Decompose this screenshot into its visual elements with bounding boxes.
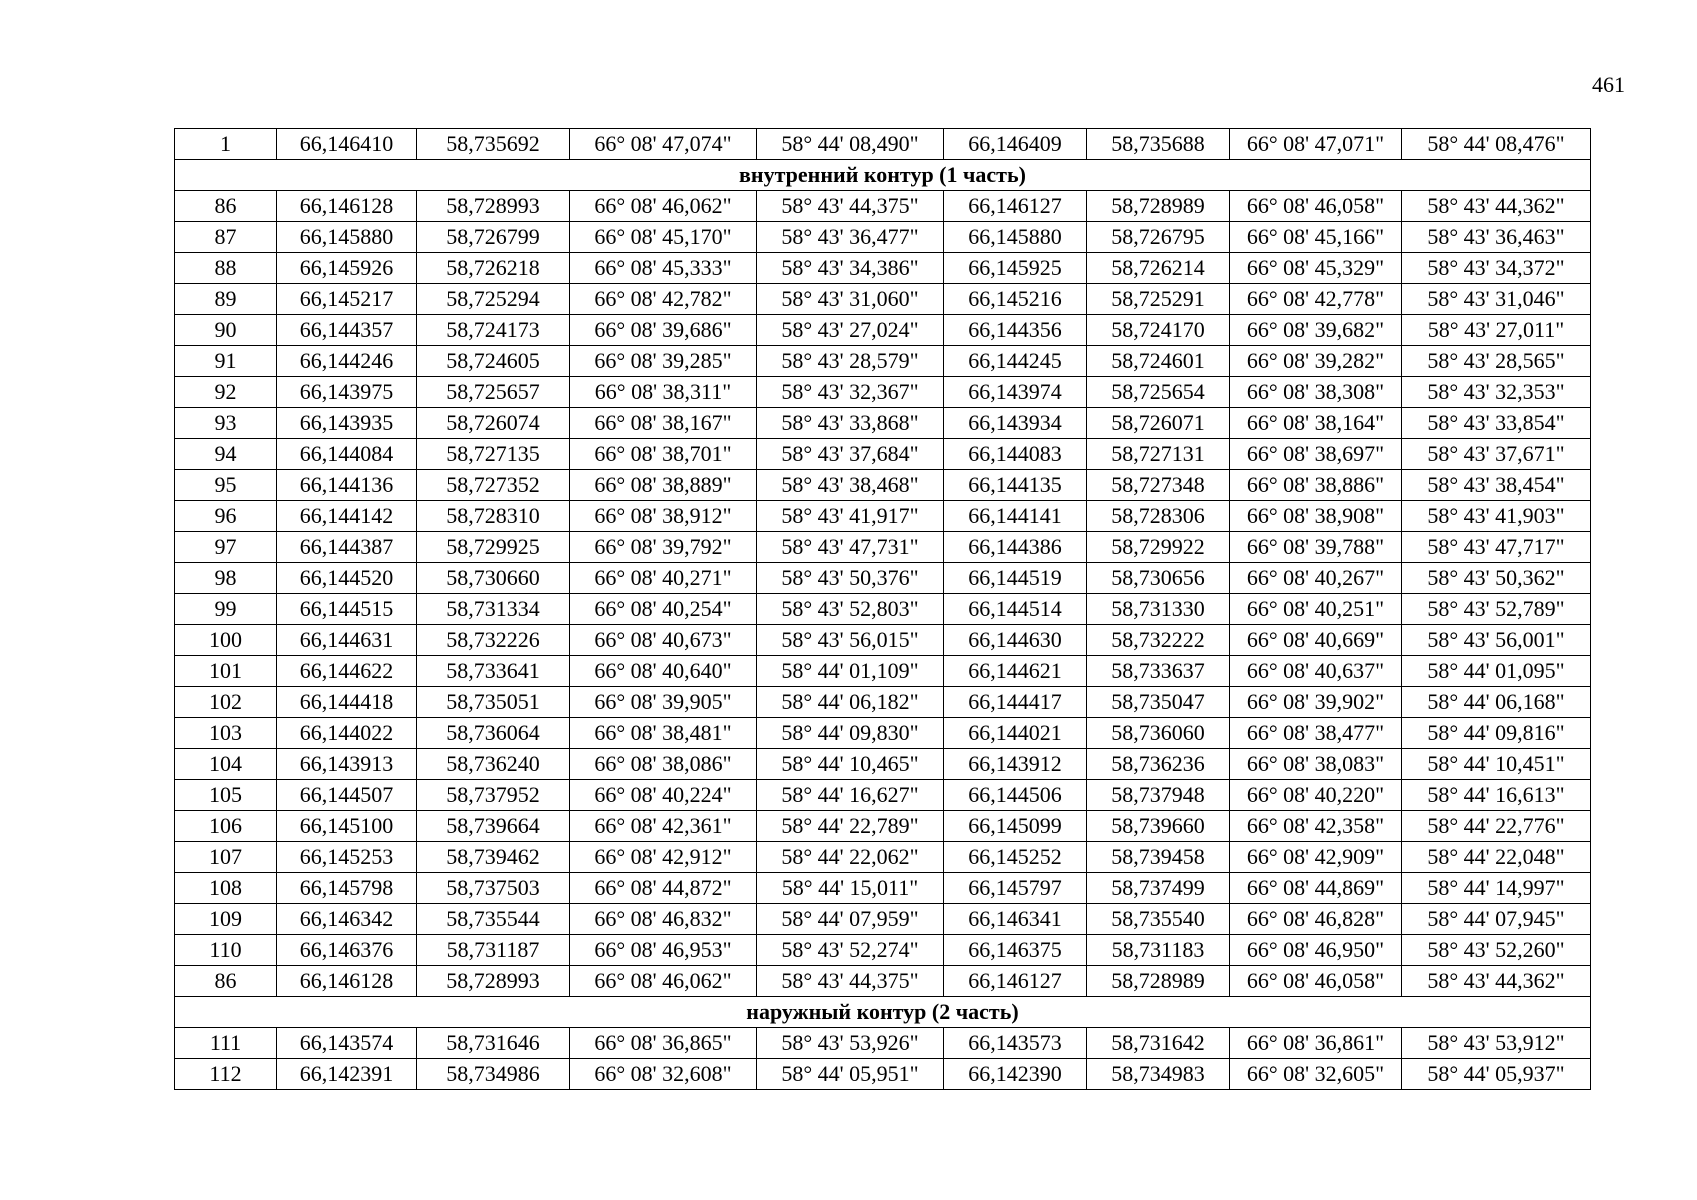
table-cell: 66,144417 (944, 687, 1087, 718)
point-number-cell: 109 (175, 904, 277, 935)
table-cell: 58° 43' 52,803" (757, 594, 944, 625)
table-cell: 58° 43' 38,468" (757, 470, 944, 501)
table-cell: 58° 44' 08,476" (1402, 129, 1591, 160)
table-cell: 58,727131 (1087, 439, 1230, 470)
table-cell: 58° 44' 22,789" (757, 811, 944, 842)
table-cell: 66,145925 (944, 253, 1087, 284)
point-number-cell: 91 (175, 346, 277, 377)
table-cell: 66° 08' 40,637" (1230, 656, 1402, 687)
table-cell: 58° 43' 38,454" (1402, 470, 1591, 501)
table-cell: 66° 08' 44,872" (570, 873, 757, 904)
table-cell: 66° 08' 46,832" (570, 904, 757, 935)
table-cell: 66,145217 (277, 284, 417, 315)
table-cell: 58,737948 (1087, 780, 1230, 811)
coordinates-table (174, 128, 1591, 1090)
table-cell: 66,144631 (277, 625, 417, 656)
point-number-cell: 94 (175, 439, 277, 470)
table-cell: 58° 44' 01,095" (1402, 656, 1591, 687)
table-cell: 66° 08' 38,697" (1230, 439, 1402, 470)
table-cell: 58,731183 (1087, 935, 1230, 966)
table-cell: 58,726795 (1087, 222, 1230, 253)
table-cell: 66° 08' 38,164" (1230, 408, 1402, 439)
table-cell: 66° 08' 39,902" (1230, 687, 1402, 718)
table-cell: 58,724173 (417, 315, 570, 346)
table-row (175, 780, 1591, 811)
table-row (175, 873, 1591, 904)
table-cell: 66° 08' 39,905" (570, 687, 757, 718)
table-cell: 58° 44' 07,959" (757, 904, 944, 935)
table-cell: 58° 43' 53,926" (757, 1028, 944, 1059)
table-cell: 58,724170 (1087, 315, 1230, 346)
table-cell: 66° 08' 46,062" (570, 191, 757, 222)
table-cell: 58° 43' 56,015" (757, 625, 944, 656)
table-row (175, 377, 1591, 408)
table-cell: 58,739660 (1087, 811, 1230, 842)
table-cell: 58° 44' 22,776" (1402, 811, 1591, 842)
table-cell: 58,725657 (417, 377, 570, 408)
table-cell: 58,735692 (417, 129, 570, 160)
table-cell: 58,731187 (417, 935, 570, 966)
table-cell: 66° 08' 46,062" (570, 966, 757, 997)
table-cell: 58,730660 (417, 563, 570, 594)
table-cell: 58° 43' 50,362" (1402, 563, 1591, 594)
table-cell: 66,144245 (944, 346, 1087, 377)
table-row (175, 1059, 1591, 1090)
table-cell: 58,728310 (417, 501, 570, 532)
table-row (175, 594, 1591, 625)
table-row (175, 904, 1591, 935)
table-cell: 66,144142 (277, 501, 417, 532)
table-row (175, 253, 1591, 284)
table-cell: 58,734983 (1087, 1059, 1230, 1090)
table-row (175, 222, 1591, 253)
table-row (175, 501, 1591, 532)
table-row (175, 842, 1591, 873)
table-row (175, 191, 1591, 222)
table-cell: 58,725291 (1087, 284, 1230, 315)
table-cell: 66° 08' 38,083" (1230, 749, 1402, 780)
table-row (175, 129, 1591, 160)
table-cell: 58° 44' 16,613" (1402, 780, 1591, 811)
table-cell: 66,146127 (944, 191, 1087, 222)
table-cell: 66,144386 (944, 532, 1087, 563)
table-cell: 58° 44' 09,830" (757, 718, 944, 749)
table-cell: 66,146128 (277, 966, 417, 997)
table-cell: 58° 43' 37,684" (757, 439, 944, 470)
table-row (175, 1028, 1591, 1059)
table-cell: 66° 08' 38,311" (570, 377, 757, 408)
point-number-cell: 108 (175, 873, 277, 904)
table-cell: 66,145880 (944, 222, 1087, 253)
table-cell: 66° 08' 45,170" (570, 222, 757, 253)
point-number-cell: 102 (175, 687, 277, 718)
table-cell: 66° 08' 38,481" (570, 718, 757, 749)
table-cell: 66,144418 (277, 687, 417, 718)
table-cell: 66° 08' 40,224" (570, 780, 757, 811)
table-cell: 58° 44' 05,937" (1402, 1059, 1591, 1090)
table-row (175, 563, 1591, 594)
point-number-cell: 92 (175, 377, 277, 408)
table-cell: 58° 43' 34,372" (1402, 253, 1591, 284)
table-row (175, 935, 1591, 966)
table-row (175, 532, 1591, 563)
table-body (175, 129, 1591, 1090)
table-cell: 66,144520 (277, 563, 417, 594)
table-cell: 66° 08' 39,682" (1230, 315, 1402, 346)
table-cell: 66° 08' 38,908" (1230, 501, 1402, 532)
table-cell: 66,143913 (277, 749, 417, 780)
point-number-cell: 96 (175, 501, 277, 532)
table-cell: 66° 08' 47,074" (570, 129, 757, 160)
table-cell: 58° 44' 10,465" (757, 749, 944, 780)
table-cell: 58° 43' 44,362" (1402, 966, 1591, 997)
table-cell: 58° 43' 27,011" (1402, 315, 1591, 346)
table-cell: 66,146342 (277, 904, 417, 935)
table-row (175, 439, 1591, 470)
table-cell: 58° 43' 32,367" (757, 377, 944, 408)
table-cell: 58,735544 (417, 904, 570, 935)
table-cell: 58,737952 (417, 780, 570, 811)
table-cell: 58,727135 (417, 439, 570, 470)
table-cell: 58,731334 (417, 594, 570, 625)
point-number-cell: 86 (175, 191, 277, 222)
table-cell: 66,142391 (277, 1059, 417, 1090)
table-cell: 66° 08' 42,778" (1230, 284, 1402, 315)
table-cell: 66,146376 (277, 935, 417, 966)
table-cell: 66° 08' 42,358" (1230, 811, 1402, 842)
table-cell: 66° 08' 46,058" (1230, 191, 1402, 222)
table-cell: 58,726071 (1087, 408, 1230, 439)
table-cell: 66,143573 (944, 1028, 1087, 1059)
table-cell: 66,145099 (944, 811, 1087, 842)
point-number-cell: 93 (175, 408, 277, 439)
table-cell: 58° 44' 06,182" (757, 687, 944, 718)
point-number-cell: 104 (175, 749, 277, 780)
table-cell: 58° 43' 32,353" (1402, 377, 1591, 408)
table-cell: 66° 08' 40,669" (1230, 625, 1402, 656)
table-cell: 66,143935 (277, 408, 417, 439)
table-cell: 58,728993 (417, 966, 570, 997)
table-cell: 58° 44' 10,451" (1402, 749, 1591, 780)
table-cell: 58° 43' 52,274" (757, 935, 944, 966)
point-number-cell: 90 (175, 315, 277, 346)
table-cell: 58° 44' 16,627" (757, 780, 944, 811)
point-number-cell: 88 (175, 253, 277, 284)
table-cell: 58,725654 (1087, 377, 1230, 408)
table-cell: 66,145880 (277, 222, 417, 253)
table-cell: 58° 43' 31,060" (757, 284, 944, 315)
table-cell: 58° 43' 41,917" (757, 501, 944, 532)
table-cell: 58,739664 (417, 811, 570, 842)
table-cell: 66,146375 (944, 935, 1087, 966)
table-row (175, 346, 1591, 377)
table-cell: 66° 08' 38,167" (570, 408, 757, 439)
point-number-cell: 112 (175, 1059, 277, 1090)
table-cell: 66,144021 (944, 718, 1087, 749)
table-cell: 66° 08' 40,640" (570, 656, 757, 687)
table-cell: 66,142390 (944, 1059, 1087, 1090)
point-number-cell: 97 (175, 532, 277, 563)
table-cell: 66,144356 (944, 315, 1087, 346)
table-cell: 66,145253 (277, 842, 417, 873)
table-cell: 66,144357 (277, 315, 417, 346)
table-cell: 66° 08' 42,782" (570, 284, 757, 315)
table-cell: 66° 08' 39,282" (1230, 346, 1402, 377)
table-cell: 66° 08' 40,673" (570, 625, 757, 656)
table-cell: 58,728993 (417, 191, 570, 222)
point-number-cell: 89 (175, 284, 277, 315)
table-cell: 58° 43' 52,789" (1402, 594, 1591, 625)
table-cell: 66,144519 (944, 563, 1087, 594)
table-cell: 58,732222 (1087, 625, 1230, 656)
table-cell: 66° 08' 38,886" (1230, 470, 1402, 501)
table-cell: 58° 43' 28,579" (757, 346, 944, 377)
table-row (175, 284, 1591, 315)
table-cell: 58° 43' 27,024" (757, 315, 944, 346)
table-cell: 66° 08' 40,271" (570, 563, 757, 594)
table-cell: 66,144387 (277, 532, 417, 563)
table-cell: 58° 43' 44,375" (757, 191, 944, 222)
table-cell: 66,144514 (944, 594, 1087, 625)
table-cell: 58° 43' 36,477" (757, 222, 944, 253)
table-cell: 58° 44' 01,109" (757, 656, 944, 687)
table-cell: 66° 08' 39,686" (570, 315, 757, 346)
table-cell: 66° 08' 40,254" (570, 594, 757, 625)
table-cell: 58,736240 (417, 749, 570, 780)
table-cell: 58,735688 (1087, 129, 1230, 160)
table-cell: 58° 44' 07,945" (1402, 904, 1591, 935)
table-cell: 66,144515 (277, 594, 417, 625)
table-cell: 58° 44' 15,011" (757, 873, 944, 904)
table-cell: 66° 08' 38,889" (570, 470, 757, 501)
table-cell: 58° 44' 05,951" (757, 1059, 944, 1090)
table-cell: 58,731646 (417, 1028, 570, 1059)
section-title: внутренний контур (1 часть) (175, 160, 1591, 191)
point-number-cell: 95 (175, 470, 277, 501)
table-row (175, 718, 1591, 749)
table-cell: 58° 43' 50,376" (757, 563, 944, 594)
table-row (175, 315, 1591, 346)
point-number-cell: 99 (175, 594, 277, 625)
table-cell: 66° 08' 45,329" (1230, 253, 1402, 284)
table-cell: 58,728306 (1087, 501, 1230, 532)
table-cell: 58° 43' 53,912" (1402, 1028, 1591, 1059)
table-row (175, 966, 1591, 997)
table-cell: 66,144621 (944, 656, 1087, 687)
table-cell: 58,726218 (417, 253, 570, 284)
section-title: наружный контур (2 часть) (175, 997, 1591, 1028)
table-cell: 58,726074 (417, 408, 570, 439)
point-number-cell: 1 (175, 129, 277, 160)
table-cell: 58,733637 (1087, 656, 1230, 687)
table-cell: 58,736236 (1087, 749, 1230, 780)
point-number-cell: 100 (175, 625, 277, 656)
table-cell: 58° 44' 14,997" (1402, 873, 1591, 904)
table-row (175, 749, 1591, 780)
table-cell: 66,144506 (944, 780, 1087, 811)
table-cell: 58,737503 (417, 873, 570, 904)
table-cell: 58,733641 (417, 656, 570, 687)
table-cell: 66,143574 (277, 1028, 417, 1059)
table-cell: 66,146127 (944, 966, 1087, 997)
table-cell: 58° 43' 52,260" (1402, 935, 1591, 966)
table-cell: 66,144630 (944, 625, 1087, 656)
table-cell: 66,145216 (944, 284, 1087, 315)
table-cell: 58,724601 (1087, 346, 1230, 377)
table-cell: 58° 43' 47,731" (757, 532, 944, 563)
table-cell: 58° 43' 44,375" (757, 966, 944, 997)
table-cell: 58,725294 (417, 284, 570, 315)
table-cell: 58° 43' 31,046" (1402, 284, 1591, 315)
table-cell: 58,735540 (1087, 904, 1230, 935)
point-number-cell: 107 (175, 842, 277, 873)
point-number-cell: 110 (175, 935, 277, 966)
point-number-cell: 111 (175, 1028, 277, 1059)
point-number-cell: 86 (175, 966, 277, 997)
table-cell: 66° 08' 42,912" (570, 842, 757, 873)
table-cell: 66,144141 (944, 501, 1087, 532)
table-cell: 58,735047 (1087, 687, 1230, 718)
table-cell: 58° 43' 36,463" (1402, 222, 1591, 253)
table-cell: 58° 44' 22,062" (757, 842, 944, 873)
table-cell: 66° 08' 45,333" (570, 253, 757, 284)
table-cell: 66° 08' 45,166" (1230, 222, 1402, 253)
table-row (175, 408, 1591, 439)
table-cell: 58° 43' 33,854" (1402, 408, 1591, 439)
table-cell: 66° 08' 32,605" (1230, 1059, 1402, 1090)
table-cell: 58° 43' 47,717" (1402, 532, 1591, 563)
table-cell: 66° 08' 38,086" (570, 749, 757, 780)
table-cell: 58° 43' 44,362" (1402, 191, 1591, 222)
table-row (175, 687, 1591, 718)
table-cell: 58° 43' 41,903" (1402, 501, 1591, 532)
table-cell: 58° 43' 28,565" (1402, 346, 1591, 377)
page-number: 461 (1592, 72, 1625, 97)
table-cell: 58,735051 (417, 687, 570, 718)
table-cell: 58,739458 (1087, 842, 1230, 873)
table-cell: 58,737499 (1087, 873, 1230, 904)
table-cell: 66° 08' 42,361" (570, 811, 757, 842)
table-cell: 58,734986 (417, 1059, 570, 1090)
table-cell: 66,146410 (277, 129, 417, 160)
table-cell: 58,727348 (1087, 470, 1230, 501)
table-cell: 66,145252 (944, 842, 1087, 873)
table-cell: 66° 08' 38,912" (570, 501, 757, 532)
table-cell: 58,724605 (417, 346, 570, 377)
table-row (175, 811, 1591, 842)
table-cell: 66° 08' 38,701" (570, 439, 757, 470)
table-cell: 66° 08' 46,950" (1230, 935, 1402, 966)
table-cell: 66,143975 (277, 377, 417, 408)
table-cell: 66° 08' 46,828" (1230, 904, 1402, 935)
point-number-cell: 103 (175, 718, 277, 749)
table-cell: 66° 08' 40,267" (1230, 563, 1402, 594)
table-cell: 58,732226 (417, 625, 570, 656)
table-cell: 66,144022 (277, 718, 417, 749)
table-cell: 58,726214 (1087, 253, 1230, 284)
table-cell: 66° 08' 46,058" (1230, 966, 1402, 997)
table-cell: 66° 08' 39,792" (570, 532, 757, 563)
point-number-cell: 101 (175, 656, 277, 687)
table-cell: 58° 43' 34,386" (757, 253, 944, 284)
table-cell: 58,727352 (417, 470, 570, 501)
table-cell: 66° 08' 47,071" (1230, 129, 1402, 160)
table-cell: 66° 08' 46,953" (570, 935, 757, 966)
table-cell: 66,143912 (944, 749, 1087, 780)
table-cell: 58° 44' 08,490" (757, 129, 944, 160)
table-row (175, 656, 1591, 687)
table-cell: 58,730656 (1087, 563, 1230, 594)
table-cell: 58,731330 (1087, 594, 1230, 625)
table-cell: 66,144136 (277, 470, 417, 501)
table-cell: 66° 08' 40,251" (1230, 594, 1402, 625)
table-cell: 66° 08' 44,869" (1230, 873, 1402, 904)
table-cell: 66,145926 (277, 253, 417, 284)
table-cell: 58,728989 (1087, 966, 1230, 997)
section-header-row (175, 160, 1591, 191)
table-cell: 66° 08' 36,865" (570, 1028, 757, 1059)
point-number-cell: 105 (175, 780, 277, 811)
table-cell: 66° 08' 38,477" (1230, 718, 1402, 749)
table-cell: 66° 08' 42,909" (1230, 842, 1402, 873)
table-cell: 58,729925 (417, 532, 570, 563)
table-cell: 66,146409 (944, 129, 1087, 160)
table-cell: 58,739462 (417, 842, 570, 873)
point-number-cell: 87 (175, 222, 277, 253)
table-cell: 58,731642 (1087, 1028, 1230, 1059)
point-number-cell: 98 (175, 563, 277, 594)
table-cell: 66,143974 (944, 377, 1087, 408)
table-cell: 66° 08' 36,861" (1230, 1028, 1402, 1059)
table-cell: 66,146128 (277, 191, 417, 222)
table-cell: 66° 08' 32,608" (570, 1059, 757, 1090)
table-cell: 58° 43' 33,868" (757, 408, 944, 439)
table-cell: 58° 43' 37,671" (1402, 439, 1591, 470)
table-cell: 66,144622 (277, 656, 417, 687)
table-cell: 58° 44' 22,048" (1402, 842, 1591, 873)
table-cell: 66,144083 (944, 439, 1087, 470)
table-cell: 66,145100 (277, 811, 417, 842)
table-cell: 58,736064 (417, 718, 570, 749)
table-cell: 66,146341 (944, 904, 1087, 935)
table-cell: 66° 08' 40,220" (1230, 780, 1402, 811)
table-cell: 66,144084 (277, 439, 417, 470)
table-cell: 66,144135 (944, 470, 1087, 501)
section-header-row (175, 997, 1591, 1028)
table-row (175, 625, 1591, 656)
table-cell: 66,144246 (277, 346, 417, 377)
table-cell: 66,145798 (277, 873, 417, 904)
table-cell: 58,726799 (417, 222, 570, 253)
table-cell: 66,144507 (277, 780, 417, 811)
table-cell: 66,143934 (944, 408, 1087, 439)
table-cell: 66° 08' 39,788" (1230, 532, 1402, 563)
table-cell: 66,145797 (944, 873, 1087, 904)
table-cell: 66° 08' 39,285" (570, 346, 757, 377)
point-number-cell: 106 (175, 811, 277, 842)
table-cell: 58° 44' 09,816" (1402, 718, 1591, 749)
table-cell: 58° 43' 56,001" (1402, 625, 1591, 656)
table-cell: 58,728989 (1087, 191, 1230, 222)
table-row (175, 470, 1591, 501)
table-cell: 66° 08' 38,308" (1230, 377, 1402, 408)
table-cell: 58,736060 (1087, 718, 1230, 749)
table-cell: 58° 44' 06,168" (1402, 687, 1591, 718)
table-cell: 58,729922 (1087, 532, 1230, 563)
